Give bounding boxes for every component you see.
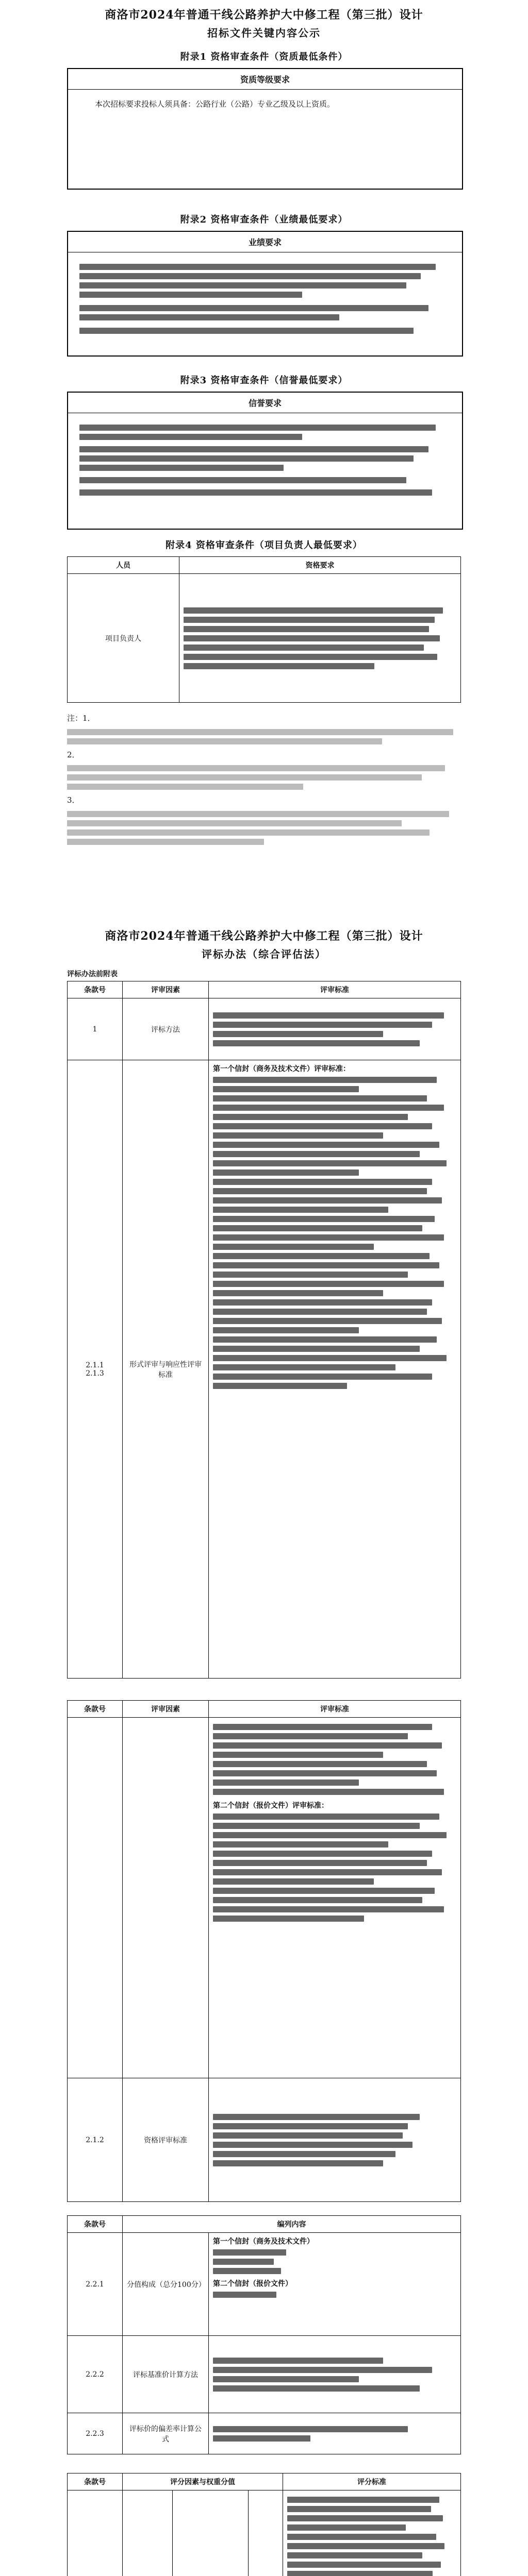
appendix2-table-head: 业绩要求 — [68, 232, 462, 252]
appendix3-table-head: 信誉要求 — [68, 393, 462, 413]
evaluation-table-2 — [67, 1700, 461, 2202]
score-table — [67, 2215, 461, 2454]
note-2-label: 2． — [67, 750, 80, 759]
s2-name: 评标基准价计算方法 — [123, 2336, 209, 2413]
detail-a-clause — [68, 2490, 123, 2576]
scoring-detail-table — [67, 2473, 461, 2576]
notes-block — [67, 711, 461, 848]
s3-clause: 2.2.3 — [68, 2413, 123, 2454]
detail-col-factor: 评分因素与权重分值 — [123, 2473, 283, 2490]
detail-col-standard: 评分标准 — [283, 2473, 461, 2490]
col-clause-2: 条款号 — [68, 1701, 123, 1718]
table1-title: 评标办法前附表 — [67, 970, 118, 978]
col-standard: 评审标准 — [209, 981, 461, 998]
s1-subhead-1: 第一个信封（商务及技术文件） — [213, 2238, 314, 2246]
appendix4-table — [67, 556, 461, 703]
appendix3-box — [67, 392, 463, 530]
detail-col-clause: 条款号 — [68, 2473, 123, 2490]
s3-name: 评标价的偏差率计算公式 — [123, 2413, 209, 2454]
note-1-label: 注：1． — [67, 714, 95, 723]
s1-name: 分值构成（总分100分） — [123, 2233, 209, 2336]
appendix1-table-head: 资质等级要求 — [68, 69, 462, 90]
appendix4-col-requirement: 资格要求 — [179, 557, 461, 574]
appendix2-box — [67, 231, 463, 357]
appendix4-col-person: 人员 — [68, 557, 179, 574]
appendix1-body: 本次招标要求投标人须具备：公路行业（公路）专业乙级及以上资质。 — [95, 99, 335, 109]
row2-clause: 2.1.1 2.1.3 — [68, 1060, 123, 1679]
document-subtitle: 招标文件关键内容公示 — [207, 27, 321, 39]
s1-clause: 2.2.1 — [68, 2233, 123, 2336]
appendix4-title: 附录4 资格审查条件（项目负责人最低要求） — [166, 540, 362, 551]
section2-subtitle: 评标办法（综合评估法） — [202, 948, 326, 960]
appendix4-row-project-manager: 项目负责人 — [68, 574, 179, 703]
evaluation-table-1 — [67, 981, 461, 1679]
appendix1-box — [67, 68, 463, 190]
section2-title: 商洛市2024年普通干线公路养护大中修工程（第三批）设计 — [105, 929, 423, 943]
score-col-content: 编列内容 — [123, 2216, 461, 2233]
row2-factor: 形式评审与响应性评审标准 — [123, 1060, 209, 1679]
second-envelope-head: 第二个信封（报价文件）评审标准： — [213, 1802, 328, 1810]
appendix2-title: 附录2 资格审查条件（业绩最低要求） — [180, 214, 348, 225]
appendix3-title: 附录3 资格审查条件（信誉最低要求） — [180, 375, 348, 386]
appendix1-title: 附录1 资格审查条件（资质最低条件） — [180, 52, 348, 62]
qualification-factor: 资格评审标准 — [123, 2078, 209, 2202]
s1-subhead-2: 第二个信封（报价文件） — [213, 2280, 292, 2288]
row2-subhead: 第一个信封（商务及技术文件）评审标准： — [213, 1065, 350, 1073]
col-factor-2: 评审因素 — [123, 1701, 209, 1718]
col-factor: 评审因素 — [123, 981, 209, 998]
col-clause: 条款号 — [68, 981, 123, 998]
s2-clause: 2.2.2 — [68, 2336, 123, 2413]
detail-a-name — [123, 2490, 173, 2576]
row1-factor: 评标方法 — [123, 998, 209, 1060]
score-col-clause: 条款号 — [68, 2216, 123, 2233]
document-title: 商洛市2024年普通干线公路养护大中修工程（第三批）设计 — [105, 8, 423, 22]
col-standard-2: 评审标准 — [209, 1701, 461, 1718]
note-3-label: 3． — [67, 795, 80, 805]
qualification-clause: 2.1.2 — [68, 2078, 123, 2202]
row1-clause: 1 — [68, 998, 123, 1060]
